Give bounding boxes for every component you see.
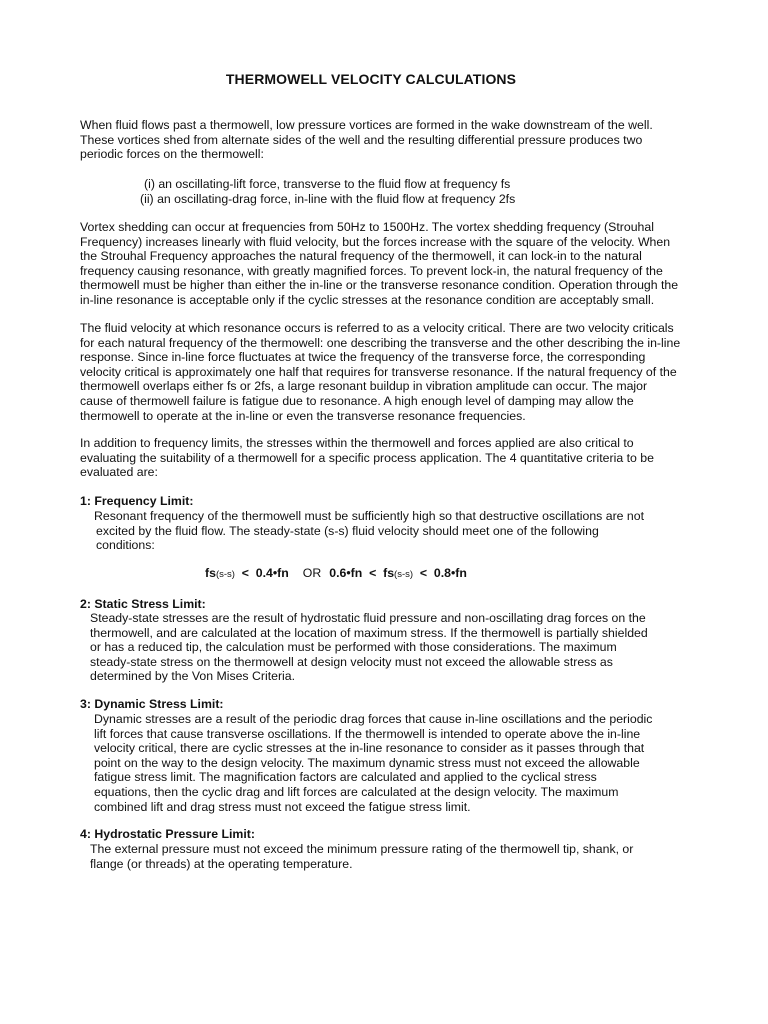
paragraph-line: Frequency) increases linearly with fluid velocity, but the forces increase with the square of the velocity. When — [80, 234, 671, 249]
paragraph-line: determined by the Von Mises Criteria. — [90, 669, 296, 684]
paragraph-line: for each natural frequency of the thermowell: one describing the transverse and the other describing the in-line — [80, 335, 681, 350]
paragraph-line: in-line resonance is acceptable only if the cyclic stresses at the resonance condition are acceptably small. — [80, 292, 655, 307]
paragraph-line: velocity critical, there are cyclic stresses at the in-line resonance to consider as it passes through that — [94, 741, 645, 756]
paragraph-line: conditions: — [96, 538, 155, 553]
formula-or: OR — [302, 566, 322, 580]
section-heading-dynamic-stress-limit: 3: Dynamic Stress Limit: — [80, 697, 224, 711]
paragraph-line: Steady-state stresses are the result of hydrostatic fluid pressure and non-oscillating drag forces on the — [90, 611, 646, 625]
paragraph-line: lift forces that cause transverse oscillations. If the thermowell is intended to operate above the in-line — [94, 726, 641, 741]
intro-paragraph — [80, 118, 720, 162]
frequency-formula — [205, 566, 467, 580]
paragraph-line: steady-state stress on the thermowell at design velocity must not exceed the allowable stress as — [90, 654, 613, 669]
paragraph-line: flange (or threads) at the operating temperature. — [90, 856, 353, 871]
section-heading-static-stress-limit: 2: Static Stress Limit: — [80, 597, 206, 611]
list-item: (ii) an oscillating-drag force, in-line with the fluid flow at frequency 2fs — [140, 191, 516, 206]
paragraph-line: These vortices shed from alternate sides of the well and the resulting differential pressure produces two — [80, 132, 643, 147]
section-heading-frequency-limit: 1: Frequency Limit: — [80, 494, 194, 508]
paragraph-line: thermowell overlaps either fs or 2fs, a large resonant buildup in vibration amplitude can occur. The major — [80, 379, 648, 394]
list-item: (i) an oscillating-lift force, transverse to the fluid flow at frequency fs — [144, 177, 511, 191]
paragraph-line: In addition to frequency limits, the stresses within the thermowell and forces applied are also critical to — [80, 436, 634, 450]
formula-subscript: (s-s) — [215, 569, 235, 580]
hydrostatic-pressure-text — [90, 842, 730, 871]
formula-term: 0.6•fn < fs — [329, 566, 395, 580]
paragraph-line: combined lift and drag stress must not exceed the fatigue stress limit. — [94, 799, 471, 814]
paragraph-line: equations, then the cyclic drag and lift forces are calculated at the design velocity. The maximum — [94, 784, 619, 799]
paragraph-line: thermowell must be higher than either the in-line or the transverse resonance condition. Operation through the — [80, 278, 679, 293]
paragraph-line: When fluid flows past a thermowell, low pressure vortices are formed in the wake downstream of the well. — [80, 118, 653, 132]
paragraph-line: evaluating the suitability of a thermowell for a specific process application. The 4 quantitative criteria to be — [80, 450, 654, 465]
paragraph-line: thermowell, and are calculated at the location of maximum stress. If the thermowell is partially shielded — [90, 625, 648, 640]
paragraph-line: cause of thermowell failure is fatigue due to resonance. A high enough level of damping may allow the — [80, 393, 634, 408]
section-heading-hydrostatic-pressure-limit: 4: Hydrostatic Pressure Limit: — [80, 827, 255, 841]
static-stress-text — [90, 611, 730, 684]
paragraph-line: Dynamic stresses are a result of the periodic drag forces that cause in-line oscillations and the periodic — [94, 712, 653, 726]
formula-term: < 0.8•fn — [413, 566, 467, 580]
paragraph-line: Vortex shedding can occur at frequencies from 50Hz to 1500Hz. The vortex shedding frequency (Strouhal — [80, 220, 654, 234]
formula-term: < 0.4•fn — [234, 566, 289, 580]
formula-subscript: (s-s) — [394, 569, 414, 580]
paragraph-line: Resonant frequency of the thermowell must be sufficiently high so that destructive oscillations are not — [94, 509, 645, 523]
page-title: THERMOWELL VELOCITY CALCULATIONS — [225, 71, 517, 87]
forces-list — [0, 177, 742, 206]
paragraph-line: thermowell to operate at the in-line or even the transverse resonance frequencies. — [80, 408, 526, 423]
paragraph-line: periodic forces on the thermowell: — [80, 147, 264, 162]
paragraph-line: evaluated are: — [80, 465, 158, 480]
paragraph-line: point on the way to the design velocity. The maximum dynamic stress must not exceed the allowable — [94, 755, 640, 770]
paragraph-line: the Strouhal Frequency approaches the natural frequency of the thermowell, it can lock-in to the natural — [80, 249, 642, 264]
paragraph-line: The fluid velocity at which resonance occurs is referred to as a velocity critical. There are two velocity criticals — [80, 321, 674, 335]
paragraph-line: fatigue stress limit. The magnification factors are calculated and applied to the cyclical stress — [94, 770, 597, 785]
vortex-paragraph — [80, 220, 720, 308]
dynamic-stress-text — [94, 712, 734, 814]
paragraph-line: response. Since in-line force fluctuates at twice the frequency of the transverse force, the corresponding — [80, 350, 646, 365]
paragraph-line: velocity critical is approximately one half that requires for transverse resonance. If the natural frequency of the — [80, 364, 677, 379]
paragraph-line: excited by the fluid flow. The steady-state (s-s) fluid velocity should meet one of the following — [96, 523, 599, 538]
paragraph-line: or has a reduced tip, the calculation must be performed with those considerations. The maximum — [90, 640, 617, 655]
paragraph-line: frequency causing resonance, with greatly magnified forces. To prevent lock-in, the natural frequency of the — [80, 263, 663, 278]
paragraph-line: The external pressure must not exceed the minimum pressure rating of the thermowell tip, shank, or — [90, 842, 634, 856]
criteria-paragraph — [80, 436, 720, 480]
frequency-limit-text — [94, 509, 734, 553]
velocity-paragraph — [80, 321, 720, 423]
formula-term: fs — [205, 566, 216, 580]
